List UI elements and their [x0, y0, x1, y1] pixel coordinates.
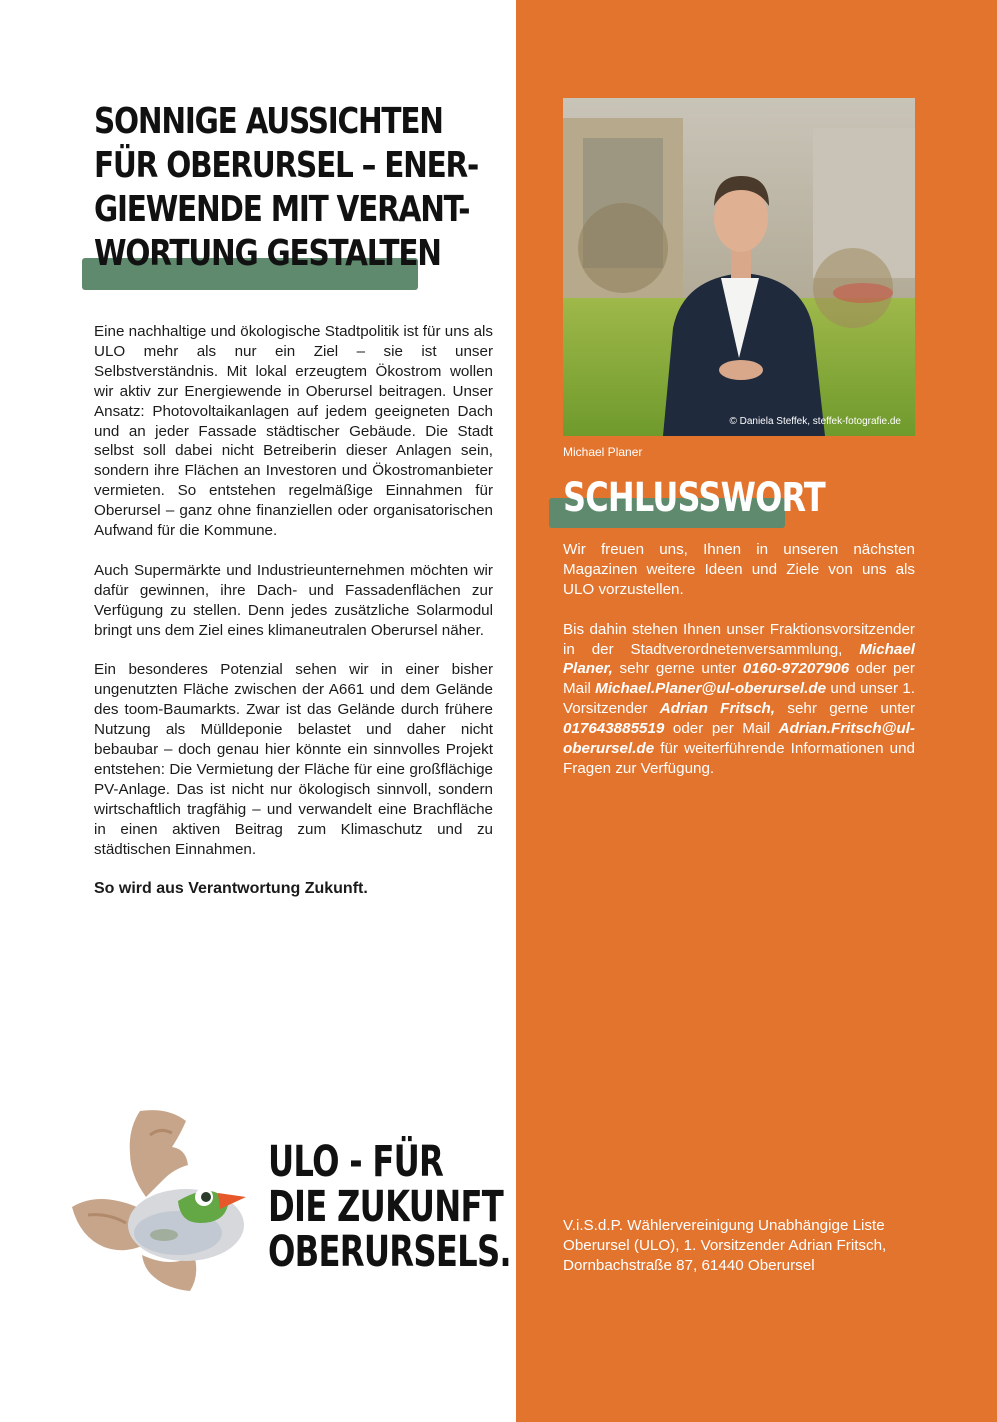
headline-line: GIEWENDE MIT VERANT-: [94, 189, 470, 230]
contact-name-1: Michael Planer,: [563, 640, 915, 678]
photo-credit: © Daniela Steffek, steffek-fotografie.de: [729, 416, 901, 427]
article-paragraph: Eine nachhaltige und ökologische Stadtpolitik ist für uns als ULO mehr als nur ein Ziel – sie ist unser Selbstverständnis. Mit lokal erzeugtem Ökostrom wollen wir aktiv zur Energiewende in Oberursel beitragen. Unser Ansatz: Photovoltaikanlagen auf jedem geeigneten Dach und an jeder Fassade städtischer Gebäude. Die Stadt selbst soll dabei nicht Betreiberin dieser Anlagen sein, sondern ihre Flächen an Investoren und Ökostromanbieter vermieten. So entstehen regelmäßige Einnahmen für Oberursel – ganz ohne finanziellen oder organisatorischen Aufwand für die Kommune.: [94, 323, 493, 540]
bird-logo-icon: [68, 1105, 252, 1293]
schlusswort-text: [563, 540, 915, 799]
contact-text: und unser 1. Vorsitzender: [563, 680, 915, 718]
slogan-line: ULO - FÜR: [268, 1137, 444, 1187]
imprint: V.i.S.d.P. Wählervereinigung Unabhängige Liste Oberursel (ULO), 1. Vorsitzender Adrian Fritsch, Dornbachstraße 87, 61440 Oberursel: [563, 1217, 887, 1274]
slogan: [268, 1137, 511, 1277]
slogan-line: DIE ZUKUNFT: [268, 1182, 503, 1232]
article-paragraph: Auch Supermärkte und Industrieunternehmen möchten wir dafür gewinnen, ihre Dach- und Fassadenflächen zur Verfügung zu stellen. Denn jedes zusätzliche Solarmodul bringt uns dem Ziel eines klimaneutralen Oberursel näher.: [94, 561, 493, 639]
contact-mail-1[interactable]: Michael.Planer@ul-oberursel.de: [595, 680, 827, 698]
article-closing-line: So wird aus Verantwortung Zukunft.: [94, 880, 368, 898]
contact-text: für weiterführende Informationen und Fragen zur Verfügung.: [563, 740, 915, 777]
contact-text: oder per Mail: [563, 660, 915, 698]
headline-line: SONNIGE AUSSICHTEN: [94, 101, 443, 142]
portrait-illustration: [563, 98, 915, 436]
schlusswort-intro: Wir freuen uns, Ihnen in unseren nächsten Magazinen weitere Ideen und Ziele von uns als ULO vorzustellen.: [563, 541, 915, 598]
contact-text: sehr gerne unter: [612, 660, 743, 678]
article-body: [94, 322, 493, 919]
contact-phone-1[interactable]: 0160-97207906: [742, 660, 850, 678]
contact-text: Bis dahin stehen Ihnen unser Fraktionsvorsitzender in der Stadtverordnetenversammlung,: [563, 620, 915, 658]
contact-mail-2[interactable]: Adrian.Fritsch@ul-oberursel.de: [563, 720, 915, 758]
headline-line: WORTUNG GESTALTEN: [94, 233, 441, 274]
schlusswort-contact: [563, 620, 915, 779]
contact-text: sehr gerne unter: [775, 700, 915, 718]
contact-text: oder per Mail: [664, 720, 779, 738]
section-title: SCHLUSSWORT: [563, 475, 825, 521]
photo-caption: Michael Planer: [563, 445, 643, 459]
contact-phone-2[interactable]: 017643885519: [563, 720, 665, 738]
headline-line: FÜR OBERURSEL – ENER-: [94, 145, 479, 186]
article-paragraph: Ein besonderes Potenzial sehen wir in einer bisher ungenutzten Fläche zwischen der A661 und dem Gelände des toom-Baumarkts. Zwar ist das Gelände durch frühere Nutzung als Mülldeponie belastet und daher nicht bebaubar – doch genau hier könnte ein sinnvolles Projekt entstehen: Die Vermietung der Fläche für eine großflächige PV-Anlage. Das ist nicht nur ökologisch sinnvoll, sondern wirtschaftlich tragfähig – und verwandelt eine Brachfläche in einen aktiven Beitrag zum Klimaschutz und zu städtischen Einnahmen.: [94, 661, 493, 858]
contact-name-2: Adrian Fritsch,: [659, 700, 776, 718]
portrait-photo: [563, 98, 915, 436]
slogan-line: OBERURSELS.: [268, 1227, 511, 1277]
article-headline: [94, 100, 479, 276]
